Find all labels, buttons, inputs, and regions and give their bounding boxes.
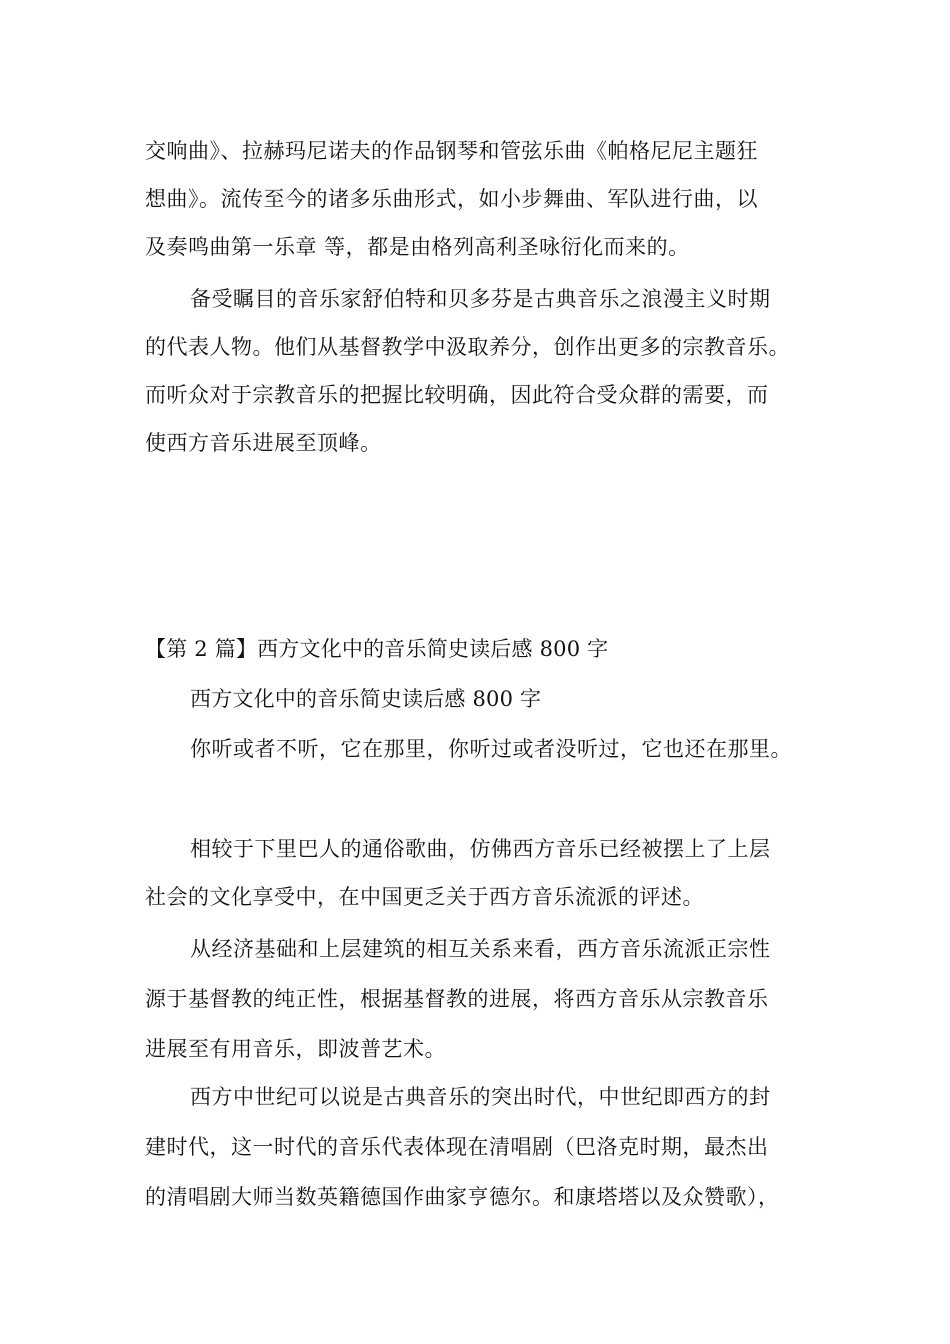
section-heading: 【第 2 篇】西方文化中的音乐简史读后感 800 字: [145, 637, 609, 661]
paragraph-line: 西方中世纪可以说是古典音乐的突出时代，中世纪即西方的封: [190, 1085, 771, 1109]
intro-line: 你听或者不听，它在那里，你听过或者没听过，它也还在那里。: [190, 737, 792, 761]
paragraph-line: 源于基督教的纯正性，根据基督教的进展，将西方音乐从宗教音乐: [145, 987, 769, 1011]
paragraph-line: 进展至有用音乐，即波普艺术。: [145, 1037, 446, 1061]
section-subtitle: 西方文化中的音乐简史读后感 800 字: [190, 687, 542, 711]
paragraph-line: 而听众对于宗教音乐的把握比较明确，因此符合受众群的需要，而: [145, 383, 769, 407]
paragraph-line: 使西方音乐进展至顶峰。: [145, 431, 382, 455]
paragraph-line: 从经济基础和上层建筑的相互关系来看，西方音乐流派正宗性: [190, 937, 771, 961]
paragraph-line: 及奏鸣曲第一乐章 等，都是由格列高利圣咏衍化而来的。: [145, 235, 690, 259]
paragraph-line: 想曲》。流传至今的诸多乐曲形式，如小步舞曲、军队进行曲，以: [145, 187, 758, 211]
paragraph-line: 建时代，这一时代的音乐代表体现在清唱剧（巴洛克时期，最杰出: [145, 1135, 769, 1159]
paragraph-line: 相较于下里巴人的通俗歌曲，仿佛西方音乐已经被摆上了上层: [190, 837, 771, 861]
paragraph-line: 交响曲》、拉赫玛尼诺夫的作品钢琴和管弦乐曲《帕格尼尼主题狂: [145, 139, 758, 163]
paragraph-line: 的代表人物。他们从基督教学中汲取养分，创作出更多的宗教音乐。: [145, 335, 790, 359]
paragraph-line: 备受瞩目的音乐家舒伯特和贝多芬是古典音乐之浪漫主义时期: [190, 287, 771, 311]
paragraph-line: 的清唱剧大师当数英籍德国作曲家亨德尔。和康塔塔以及众赞歌），: [145, 1185, 780, 1209]
paragraph-line: 社会的文化享受中，在中国更乏关于西方音乐流派的评述。: [145, 885, 704, 909]
